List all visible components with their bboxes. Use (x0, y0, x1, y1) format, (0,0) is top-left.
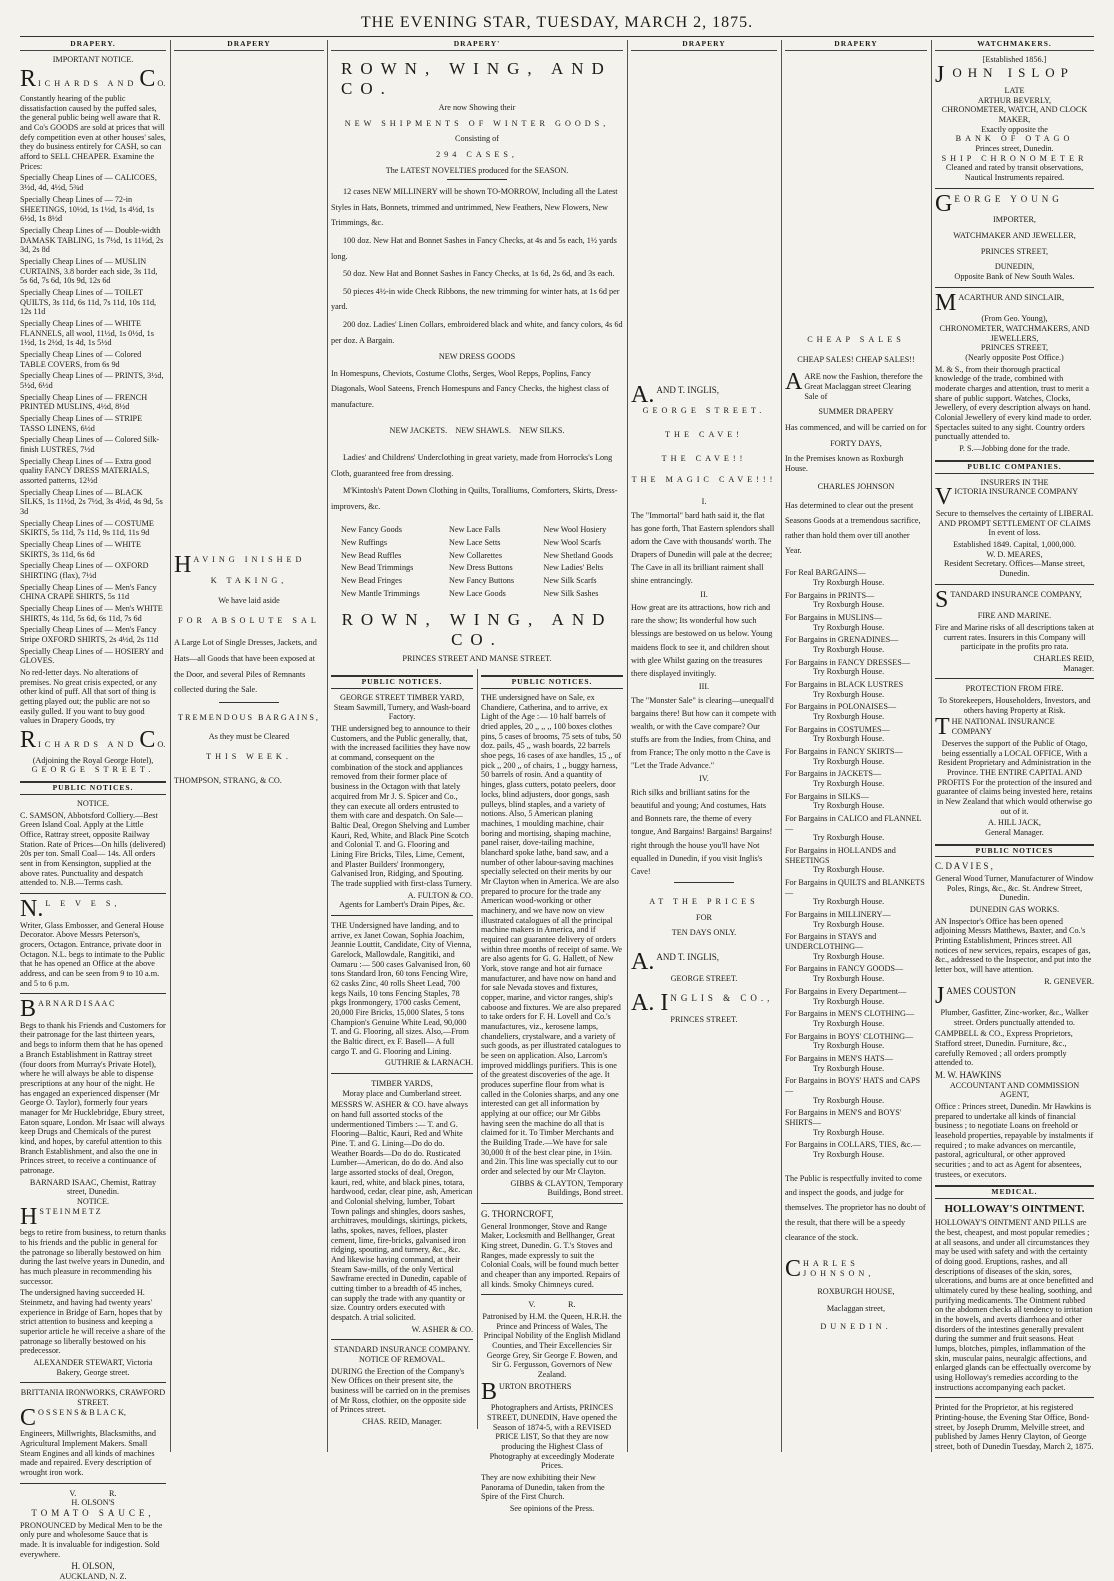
bargain-line: For Bargains in MEN'S CLOTHING— (785, 1009, 915, 1019)
bargain-line: For Bargains in MUSLINS— (785, 612, 882, 622)
goods-list-item: New Bead Trimmings (341, 563, 414, 573)
richards-signature: RICHARDS AND C O. (20, 727, 166, 754)
bargain-line: For Bargains in HOLLANDS and SHEETINGS (785, 846, 896, 865)
standard-signature: CHAS. REID, Manager. (362, 1417, 442, 1427)
goods-list-item: New Fancy Buttons (449, 576, 515, 586)
try-roxburgh: Try Roxburgh House. (813, 1127, 885, 1137)
goods-list-item: New Shetland Goods (543, 550, 613, 560)
laid-aside: We have laid aside (218, 596, 280, 606)
price-list-item: Specially Cheap Lines of — STRIPE TASSO LINENS, 6½d (20, 413, 143, 433)
campbell-notice: CAMPBELL & CO., Express Proprietors, Stafford street, Dunedin. Furniture, &c., carefully Removed ; all orders promptly attended to. (935, 1029, 1073, 1068)
price-list-item: Specially Cheap Lines of — Double-width DAMASK TABLING, 1s 7½d, 1s 11½d, 2s 3d, 2s 8d (20, 225, 164, 255)
young-city: DUNEDIN, (994, 262, 1035, 272)
burton-patronage: Patronised by H.M. the Queen, H.R.H. the Prince and Princess of Wales, The Principal Nobility of the English Midland Counties, and Their Excellencies Sir George Grey, Sir George F. Bowen, and Sir G. Fergusson, Governors of New Zealand. (482, 1312, 622, 1380)
column-header: WATCHMAKERS. (935, 40, 1094, 51)
section-header: MEDICAL. (935, 1185, 1094, 1199)
bargain-line: For Bargains in PRINTS— (785, 590, 875, 600)
meares-name: W. D. MEARES, (986, 549, 1043, 559)
richards-heading: RICHARDS AND C O. (20, 65, 166, 92)
this-week: THIS WEEK. (206, 752, 292, 762)
fashion-heading: AARE now the Fashion, therefore the Great Maclaggan street Clearing Sale of (785, 369, 923, 401)
cossens-notice: Engineers, Millwrights, Blacksmiths, and Agricultural Implement Makers. Small Steam Engines and all kinds of machines made and repaired. Every description of wrought iron work. (20, 1429, 156, 1477)
column-6 (935, 40, 1094, 1452)
price-list-item: Specially Cheap Lines of — WHITE SKIRTS, 3s 11d, 6s 6d (20, 540, 142, 559)
charles-johnson: CHARLES JOHNSON (817, 481, 895, 491)
meares-title: Resident Secretary. Offices—Manse street, Dunedin. (944, 559, 1085, 578)
public-invited-text: The Public is respectfully invited to come and inspect the goods, and judge for themselves. The proprietor has no doubt of the result, that there will be a speedy clearance of the stock. (785, 1173, 926, 1242)
try-roxburgh: Try Roxburgh House. (813, 919, 885, 929)
column-divider (781, 40, 782, 1452)
guthrie-signature: GUTHRIE & LARNACH. (384, 1058, 473, 1068)
bargain-line: For Real BARGAINS— (785, 568, 866, 578)
section-header: PUBLIC NOTICES. (481, 675, 623, 689)
try-roxburgh: Try Roxburgh House. (813, 996, 885, 1006)
price-list-item: Specially Cheap Lines of — PRINTS, 3½d, 5½d, 6½d (20, 371, 164, 390)
ribbons-paragraph: 50 pieces 4½-in wide Check Ribbons, the new trimming for winter hats, at 1s 6d per yard. (331, 286, 620, 312)
stanza-number: II. (700, 589, 708, 599)
try-roxburgh: Try Roxburgh House. (813, 779, 885, 789)
thompson-strang-signature: THOMPSON, STRANG, & CO. (174, 775, 282, 785)
standard-removal-text: DURING the Erection of the Company's New Offices on their present site, the business will be carried on in the premises of Mr Ross, clothier, on the opposite side of Princes street. (331, 1366, 470, 1415)
hislop-heading: JOHN ISLOP (935, 61, 1074, 88)
bargain-line: For Bargains in BLACK LUSTRES (785, 680, 904, 690)
george-street-footer: GEORGE STREET. (670, 973, 738, 983)
brown-ewing-heading: ROWN, WING, AND CO. (341, 58, 612, 98)
guthrie-notice: THE Undersigned have landing, and to arrive, ex Janet Cowan, Sophia Joachim, Jeannie Louttit, Candidate, City of Vienna, Garelock, Mallowdale, Rangitiki, and Oamaru :— 500 cases Galvanised Iron, 60 tons Standard Iron, 60 tons Fencing Wire, 62 casks Zinc, 40 rolls Sheet Lead, 700 kegs Nails, 10 tons Fencing Staples, 78 pkgs Ironmongery, 1700 casks Cement, 20,000 Fire Bricks, 15,000 Slates, 5 tons Champion's Genuine White Lead, 90,000 T. and G. Flooring, all sizes. Also,—From the Baltic direct, ex F. Basell— A full cargo T. and G. Flooring and Lining. (331, 920, 472, 1056)
olson-place: AUCKLAND, N. Z. (59, 1571, 127, 1581)
gas-works-text: AN Inspector's Office has been opened adjoining Messrs Matthews, Baxter, and Co.'s Printing Establishment, Princes street. All notices of new services, repairs, escapes of gas, &c., addressed to the Inspector, and put into the letter box, will have attention. (935, 916, 1092, 975)
section-header: PUBLIC NOTICES. (331, 675, 473, 689)
hill-jack: A. HILL JACK, (988, 818, 1041, 828)
goods-list-item: New Ladies' Belts (543, 563, 604, 573)
richards-intro: Constantly hearing of the public dissatisfaction caused by the puffed sales, the general public being well aware that R. and Co's GOODS are sold at prices that will defy competition even at other houses' sales, they do business entirely for CASH, so can afford to SELL CHEAPER. Examine the Prices: (20, 94, 166, 171)
stock-taking: K TAKING, (210, 576, 288, 586)
bank-of-otago: BANK OF OTAGO (955, 134, 1074, 144)
try-roxburgh: Try Roxburgh House. (813, 622, 885, 632)
burton-panorama: They are now exhibiting their New Panorama of Dunedin, taken from the Spire of the First Church. (481, 1473, 605, 1502)
asher-notice: MESSRS W. ASHER & CO. have always on hand full assorted stocks of the undermentioned Timbers :— T. and G. Flooring—Baltic, Kauri, Red and White Pine. T. and G. Lining—Do do do. Weather Boards—Do do do. Rusticated Lumber—American, do do do. And also large assorted stocks of deal, Oregon, kauri, red, white, and black pines, totara, hardwood, cedar, clear pine, ash, American and Colonial shelving, lumber, Tobart Town palings and shingles, doors sashes, architraves, mouldings, skirtings, pickets, laths, spokes, naves, felloes, plaster cement, lime, fire-bricks, galvanised iron ridging, spouting, and turnery, &c., &c. And likewise having command, at their Steam Saw-mills, of the only Vertical Sawframe erected in Dunedin, capable of cutting timber to a breadth of 45 inches, can supply the trade with any quantity or size. Country orders executed with despatch. A trial solicited. (331, 1100, 473, 1323)
column-header: DRAPERY (631, 40, 777, 51)
price-list-item: Specially Cheap Lines of — WHITE FLANNELS, all wool, 11½d, 1s 0½d, 1s 1½d, 1s 2½d, 1s 4d, 1s 5½d (20, 318, 154, 348)
bargain-line: For Bargains in FANCY DRESSES— (785, 657, 910, 667)
national-heading: THE NATIONAL INSURANCE COMPANY (935, 714, 1055, 741)
try-roxburgh: Try Roxburgh House. (813, 897, 885, 907)
moray-place: Moray place and Cumberland street. (342, 1088, 462, 1098)
sashes-paragraph: 100 doz. New Hat and Bonnet Sashes in Fancy Checks, at 4s and 5s each, 1½ yards long. (331, 236, 617, 261)
price-list-item: Specially Cheap Lines of — BLACK SILKS, 1s 11½d, 2s 7½d, 3s 4½d, 4s 9d, 5s 3d (20, 487, 163, 516)
latest-novelties: The LATEST NOVELTIES produced for the SEASON. (385, 165, 569, 175)
price-list-item: Specially Cheap Lines of — Men's WHITE SHIRTS, 4s 11d, 5s 6d, 6s 11d, 7s 6d (20, 604, 163, 623)
beverly-name: ARTHUR BEVERLY, (977, 95, 1052, 105)
collars-paragraph: 200 doz. Ladies' Linen Collars, embroidered black and white, and fancy colors, 4s 6d per doz. A Bargain. (331, 319, 623, 345)
standard-heading: STANDARD INSURANCE COMPANY, (935, 586, 1082, 613)
goods-list-item: New Silk Sashes (543, 588, 599, 598)
having-finished-heading: HAVING INISHED (174, 551, 306, 578)
watchmaker-jeweller: WATCHMAKER AND JEWELLER, (953, 231, 1076, 241)
now-showing: Are now Showing their (438, 102, 516, 112)
bargain-line: For Bargains in JACKETS— (785, 769, 882, 779)
the-magic-cave: THE MAGIC CAVE!!! (631, 475, 777, 485)
gibbs-clayton-signature: GIBBS & CLAYTON, Temporary Buildings, Bond street. (510, 1178, 623, 1198)
hislop-address: Princes street, Dunedin. (975, 144, 1054, 154)
young-heading: GEORGE YOUNG (935, 190, 1063, 217)
goods-list-item: New Wool Hosiery (543, 525, 607, 535)
goods-list-col (341, 522, 420, 601)
macarthur-trade: CHRONOMETER, WATCHMAKERS, AND JEWELLERS, (939, 324, 1090, 343)
macarthur-text: M. & S., from their thorough practical knowledge of the trade, combined with moderate charges and attention, trust to merit a share of public support. Watches, Clocks, Jewellery, of every description always on hand. Colonial Jewellery of every kind made to order. Spectacles suited to any sight. Country orders punctually attended to. (935, 364, 1092, 442)
gibbs-clayton-notice: THE undersigned have on Sale, ex Chandiere, Catherina, and to arrive, ex Light of the Age :— 10 half barrels of dried apples, 20 ,, ,, ,, 100 boxes clothes pins, 5 cases of brooms, 75 sets of tubs, 50 doz. pails, 45 ,, wash boards, 22 barrels shoe pegs, 16 cases of axe handles, 15 ,, of pick ,, 200 ,, of chairs, 1 ,, buggy harness, 50 barrels of rosin. And a quantity of hinges, glass cutters, potato peelers, door locks, blind adjusters, door gongs, sash pulleys, blind staples, and a variety of notions. Also, 5 American planing machines, 1 moulding machine, chair boring and mortising, shaping machine, panel raiser, dove-tailing machine, blanchard spoke lathe, band saw, and a number of other labour-saving machines specially selected on their merits by our Mr Clayton when in America. We are also prepared to procure for the trade any American wood-working or other machinery, and we have now on view illustrated catalogues of all the principal machine makers in America, and if required can guarantee delivery of orders within three months of receipt of same. We are also agents for G. G. Hallett, of New York, stove range and hot air furnace manufacturer, and have now on hand and for sale Nevada stoves and fixtures, copper, marine, and victor ranges, ship's caboose and fixtures. We are also prepared to take orders for F. H. Lovell and Co.'s manufactures, viz., kerosene lamps, chandeliers, crystalware, and a variety of such goods, as per illustrated catalogues to be seen on application. Also, Larcom's improved middlings purifiers. This is one of the greatest discoveries of the age. It produces superfine flour from what is called in the Colonies sharps, and any one interested can get all information by applying at our office; our Mr Gibbs having seen the machine do all that is claimed for it. To Timber Merchants and the Building Trade.—We have for sale 30,000 ft of the best clear pine, in 1½in. and 2in. This line was specially cut to our order and selected by our Mr Clayton. (481, 693, 623, 1177)
britannia-heading: BRITTANIA IRONWORKS, CRAWFORD STREET. (20, 1388, 166, 1407)
try-roxburgh: Try Roxburgh House. (813, 734, 885, 744)
bargain-line: For Bargains in CALICO and FLANNEL— (785, 814, 922, 833)
bargain-line: For Bargains in MEN'S HATS— (785, 1053, 893, 1063)
burton-press: See opinions of the Press. (509, 1504, 595, 1514)
notice-heading: NOTICE. (76, 798, 110, 808)
goods-list-item: New Lace Setts (449, 538, 501, 548)
try-roxburgh: Try Roxburgh House. (813, 833, 885, 843)
fire-marine: FIRE AND MARINE. (977, 611, 1052, 621)
jackets-shawls-silks: NEW JACKETS. NEW SHAWLS. NEW SILKS. (389, 426, 565, 436)
tomato-sauce: TOMATO SAUCE, (31, 1507, 155, 1518)
winter-shipments: NEW SHIPMENTS OF WINTER GOODS, (344, 118, 610, 128)
richards-address: (Adjoining the Royal George Hotel), (32, 755, 154, 765)
stewart-signature: ALEXANDER STEWART, Victoria Bakery, George street. (33, 1357, 153, 1377)
section-header: PUBLIC NOTICES (935, 844, 1094, 858)
price-list-item: Specially Cheap Lines of — Colored TABLE COVERS, from 6s 9d (20, 349, 142, 369)
national-text: Deserves the support of the Public of Otago, being essentially a LOCAL OFFICE, With a Resident Proprietary and Administration in the Province. THE ENTIRE CAPITAL AND PROFITS For the protection of the insured and guarantee of claims being invested here, retains in New Zealand that which would otherwise go out of it. (936, 738, 1093, 816)
holloway-heading: HOLLOWAY'S OINTMENT. (944, 1203, 1085, 1216)
general-manager: General Manager. (985, 827, 1044, 837)
bargain-line: For Bargains in QUILTS and BLANKETS— (785, 878, 925, 897)
at-the-prices: AT THE PRICES (649, 896, 759, 906)
cheap-sales: CHEAP SALES (807, 334, 905, 344)
the-cave-2: THE CAVE!! (661, 453, 747, 463)
stanza-number: IV. (699, 774, 709, 784)
goods-list (331, 522, 623, 601)
near-post-office: (Nearly opposite Post Office.) (965, 353, 1064, 363)
tremendous-bargains: TREMENDOUS BARGAINS, (178, 712, 320, 722)
macarthur-street: PRINCES STREET, (980, 343, 1049, 353)
young-street: PRINCES STREET, (980, 246, 1049, 256)
bargain-line: For Bargains in COLLARS, TIES, &c.— (785, 1140, 921, 1150)
absolute-sale: FOR ABSOLUTE SAL (178, 615, 320, 625)
column-divider (627, 40, 628, 1452)
ten-days-only: TEN DAYS ONLY. (671, 928, 737, 938)
dress-goods-paragraph: In Homespuns, Cheviots, Costume Cloths, Serges, Wool Repps, Poplins, Fancy Diagonals, Wool Sateens, French Homespuns and Fancy Checks, the highest class of manufacture. (331, 368, 609, 409)
try-roxburgh: Try Roxburgh House. (813, 600, 885, 610)
asher-signature: W. ASHER & CO. (411, 1324, 473, 1334)
timber-yard-heading: GEORGE STREET TIMBER YARD, Steam Sawmill, Turnery, and Wash-board Factory. (333, 693, 471, 722)
goods-list-col (543, 522, 613, 601)
premises-text: In the Premises known as Roxburgh House. (785, 454, 904, 473)
isaac-notice: Begs to thank his Friends and Customers for their patronage for the last thirteen years, and begs to inform them that he has opened a Branch Establishment in Rattray street (four doors from Murray's Private Hotel), where he will always be able to dispense prescriptions at any hour of the night. He has engaged an experienced dispenser (Mr George O. Taylor), formerly four years manager for Mr Hucklebridge, Ebury street, Eaton square, London. Mr Isaac will always keep Drugs and Chemicals of the purest kind, and hopes, by careful attention to this Branch Establishment, and also the one in Princes street, to receive a continuance of patronage. (20, 1020, 166, 1175)
dress-goods-heading: NEW DRESS GOODS (438, 352, 516, 362)
goods-list-item: New Lace Goods (449, 588, 506, 598)
bargain-line: For Bargains in Every Department— (785, 986, 907, 996)
price-list-item: Specially Cheap Lines of — Men's Fancy CHINA CRAPE SHIRTS, 5s 11d (20, 582, 157, 602)
price-list-item: Specially Cheap Lines of — OXFORD SHIRTING (flax), 7½d (20, 561, 149, 581)
cleaned-rated: Cleaned and rated by transit observations, Nautical Instruments repaired. (945, 163, 1084, 183)
poem-stanza-1: The "Immortal" bard hath said it, the flat has gone forth, That Eastern splendors shall adorn the Cave with thousands' worth. The Drapers of Dunedin will pale at the decree; The Cave in all its brilliant raiment shall shine entrancingly. (631, 510, 775, 586)
price-list-item: Specially Cheap Lines of — 72-in SHEETINGS, 10½d, 1s 1½d, 1s 4½d, 1s 6½d, 1s 8½d (20, 194, 154, 224)
johnson-signature: CHARLES JOHNSON, (785, 1256, 875, 1283)
late-label: LATE (1004, 86, 1025, 96)
burton-heading: BURTON BROTHERS (481, 1378, 572, 1405)
exactly-opposite: Exactly opposite the (981, 124, 1048, 134)
poem-stanza-4: Rich silks and brilliant satins for the beautiful and young; And costumes, Hats and Bonnets rare, the theme of every tongue, And Bargains! Bargains! Bargains! right through the house you'll have Not equalled in Dunedin, if you visit Inglis's Cave! (631, 788, 773, 876)
public-notices-right (481, 669, 623, 1514)
try-roxburgh: Try Roxburgh House. (813, 801, 885, 811)
leves-heading: N. L E V E S, (20, 895, 121, 922)
cossens-heading: C O S S E N S & B L A C K, (20, 1404, 126, 1431)
masthead-rule (20, 36, 1094, 37)
protection-heading: PROTECTION FROM FIRE. (965, 684, 1064, 694)
royal-arms: V. R. (528, 1300, 576, 1310)
price-list-item: Specially Cheap Lines of — TOILET QUILTS, 3s 11d, 6s 11d, 7s 11d, 10s 11d, 12s 11d (20, 287, 157, 317)
bargain-line: For Bargains in GRENADINES— (785, 635, 899, 645)
bargain-line: For Bargains in FANCY SKIRTS— (785, 747, 903, 757)
opposite-bank-nsw: Opposite Bank of New South Wales. (954, 272, 1075, 282)
bargain-line: For Bargains in BOYS' CLOTHING— (785, 1031, 914, 1041)
commenced-text: Has commenced, and will be carried on for (785, 422, 927, 432)
fulton-agents: Agents for Lambert's Drain Pipes, &c. (339, 900, 465, 910)
consisting-of: Consisting of (455, 134, 499, 144)
try-roxburgh: Try Roxburgh House. (813, 689, 885, 699)
price-list-item: Specially Cheap Lines of — Men's Fancy Stripe OXFORD SHIRTS, 2s 4½d, 2s 11d (20, 625, 159, 645)
bargain-line: For Bargains in BOYS' HATS and CAPS— (785, 1076, 921, 1095)
fulton-notice: THE undersigned beg to announce to their Customers, and the Public generally, that, with the increased facilities they have now at command, consequent on the combination of the stock and appliances removed from their former place of business in the Octagon with that lately acquired from Mr J. S. Spicer and Co., they can execute all orders entrusted to them with care and despatch. On Sale— Baltic Deal, Oregon Shelving and Lumber Kauri, Red, White, and Black Pine Scotch and Colonial T. and G. Flooring and Lining Fire Bricks, Tiles, Lime, Cement, and Plaster Builders' Ironmongery, Galvanised Iron, Ridging, and Spouting. The trade supplied with first-class Turnery. (331, 724, 472, 888)
try-roxburgh: Try Roxburgh House. (813, 577, 885, 587)
isaac-heading: B A R N A R D I S A A C (20, 996, 115, 1023)
try-roxburgh: Try Roxburgh House. (813, 712, 885, 722)
column-5 (785, 40, 927, 1452)
timber-yards-heading: TIMBER YARDS, (371, 1078, 433, 1088)
bargain-line: For Bargains in MILLINERY— (785, 910, 891, 920)
olson-text: PRONOUNCED by Medical Men to be the only pure and wholesome Sauce that is made. It is invaluable for indigestion. Sold everywhere. (20, 1520, 163, 1559)
down-clothing-paragraph: M'Kintosh's Patent Down Clothing in Quilts, Toralliums, Comforters, Skirts, Dress-improvers, &c. (331, 486, 618, 511)
imprint: Printed for the Proprietor, at his registered Printing-house, the Evening Star Office, Bond-street, by Joseph Drumm, Melville street, and published by James Henry Clayton, of George street, both of Dunedin Tuesday, March 2, 1875. (935, 1403, 1094, 1451)
ship-chronometer: SHIP CHRONOMETER (941, 153, 1088, 163)
column-4 (631, 40, 777, 1452)
summer-drapery: SUMMER DRAPERY (818, 407, 894, 417)
hawkins-title: ACCOUNTANT AND COMMISSION AGENT, (949, 1080, 1080, 1100)
chronometer-maker: CHRONOMETER, WATCH, AND CLOCK MAKER, (941, 105, 1088, 125)
couston-heading: JAMES COUSTON (935, 983, 1016, 1010)
princes-street-footer: PRINCES STREET. (670, 1014, 738, 1024)
roxburgh-house: ROXBURGH HOUSE, (817, 1286, 895, 1296)
holloway-text: HOLLOWAY'S OINTMENT AND PILLS are the best, cheapest, and most popular remedies ; at all seasons, and under all circumstances they may be used with safety and with the certainty of doing good. Eruptions, rashes, and all descriptions of diseases of the skin, sores, ulcerations, and burns are at once benefitted and ultimately cured by these healing, soothing, and purifying medicaments. The Ointment rubbed on the abdomen checks all tendency to irritation in the bowels, and averts diarrhoea and other disorders of the intestines generally prevalent during the summer and fruit seasons. Heat lumps, blotches, pimples, inflammation of the skin, muscular pains, neuralgic affections, and enlarged glands can be effectually overcome by using Holloway's remedies according to the instructions accompanying each packet. (935, 1218, 1094, 1392)
column-3 (331, 39, 623, 1514)
goods-list-item: New Silk Scarfs (543, 576, 597, 586)
price-list (20, 173, 166, 666)
davies-text: General Wood Turner, Manufacturer of Window Poles, Rings, &c., &c. St. Andrew Street, Dunedin. (935, 874, 1094, 903)
reid-name: CHARLES REID, (1033, 653, 1094, 663)
sale-description: A Large Lot of Single Dresses, Jackets, and Hats—all Goods that have been exposed at the Door, and several Piles of Remnants collected during the Sale. (174, 638, 317, 695)
column-1 (20, 39, 166, 1581)
public-notices-left (331, 669, 473, 1429)
must-be-cleared: As they must be Cleared (208, 732, 290, 742)
fulton-signature: A. FULTON & CO. (407, 890, 473, 900)
goods-list-item: New Fancy Goods (341, 525, 402, 535)
the-cave: THE CAVE! (665, 430, 743, 440)
george-street: GEORGE STREET. (642, 406, 766, 416)
for-label: FOR (696, 912, 712, 922)
column-header: DRAPERY (785, 40, 927, 51)
millinery-paragraph: 12 cases NEW MILLINERY will be shown TO-MORROW, Including all the Latest Styles in Hats, Bonnets, trimmed and untrimmed, New Feathers, New Flowers, New Trimmings, &c. (331, 187, 618, 228)
stanza-number: I. (701, 497, 707, 507)
stanza-number: III. (698, 681, 710, 691)
price-list-item: Specially Cheap Lines of — Colored Silk-finish LUSTRES, 7½d (20, 435, 160, 454)
steinmetz-notice: begs to retire from business, to return thanks to his friends and the public in general for the patronage so liberally bestowed on him during the last twelve years in Dunedin, and has much pleasure in recommending his successor. (20, 1228, 166, 1286)
goods-list-item: New Bead Ruffles (341, 550, 402, 560)
stewart-notice: The undersigned having succeeded H. Steinmetz, and having had twenty years' experience in Bridge of Earn, hopes that by strict attention to business and keeping a superior article he will receive a share of the patronage so liberally bestowed on his predecessor. (20, 1288, 166, 1356)
bargain-line: For Bargains in FANCY GOODS— (785, 964, 904, 974)
poem-stanza-2: How great are its attractions, how rich and rare the show; Its wonderful how such blessings are bestowed on us below. Young maidens flock to see it, and children shout with glee Whilst gazing on the treasures there displayed invitingly. (631, 603, 773, 678)
column-header: DRAPERY (174, 40, 324, 51)
importer: IMPORTER, (993, 215, 1036, 225)
jobbing: P. S.—Jobbing done for the trade. (959, 444, 1070, 454)
try-roxburgh: Try Roxburgh House. (813, 974, 885, 984)
burton-notice: Photographers and Artists, PRINCES STREET, DUNEDIN, Have opened the Season of 1874-5, with a REVISED PRICE LIST, So that they are now producing the Highest Class of Photography at exceedingly Moderate Prices. (487, 1403, 617, 1471)
isaac-signature: BARNARD ISAAC, Chemist, Rattray street, Dunedin. (29, 1177, 157, 1197)
goods-list-item: New Bead Fringes (341, 576, 402, 586)
try-roxburgh: Try Roxburgh House. (813, 756, 885, 766)
try-roxburgh: Try Roxburgh House. (813, 645, 885, 654)
couston-text: Plumber, Gasfitter, Zinc-worker, &c., Walker street. Orders punctually attended to. (940, 1007, 1089, 1027)
public-notices-area (331, 669, 623, 1514)
davies-heading: C. D A V I E S , (935, 861, 993, 872)
richards-street: GEORGE STREET. (31, 765, 155, 775)
section-header: PUBLIC NOTICES. (20, 781, 166, 795)
forty-days: FORTY DAYS, (830, 438, 882, 448)
victoria-heading: VICTORIA INSURANCE COMPANY (935, 484, 1079, 511)
try-roxburgh: Try Roxburgh House. (813, 951, 885, 961)
notice-heading: NOTICE. (76, 1196, 110, 1206)
column-divider (170, 40, 171, 1452)
column-divider (931, 40, 932, 1452)
section-header: PUBLIC COMPANIES. (935, 460, 1094, 474)
samson-notice: C. SAMSON, Abbotsford Colliery.—Best Green Island Coal. Apply at the Little Office, Rattray street, opposite Railway Station. Rate of Prices—On hills (delivered) 20s per ton. Small Coal— 14s. All orders sent in from Kensington, supplied at the above rates. Punctuality and despatch attended to. N.B.—Terms cash. (20, 810, 166, 888)
from-young: (From Geo. Young), (981, 314, 1048, 324)
try-roxburgh: Try Roxburgh House. (813, 1018, 885, 1028)
richards-closing: No red-letter days. No alterations of premises. No great crisis expected, or any other kind of puff. All that sort of thing is getting played out; the public are not so easily gulled. If you want to buy good values in Drapery Goods, try (20, 668, 157, 726)
cheap-sales-2: CHEAP SALES! CHEAP SALES!! (797, 354, 915, 364)
olson-signature: H. OLSON, (71, 1561, 115, 1572)
leves-notice: Writer, Glass Embosser, and General House Decorator. Above Messrs Peterson's, grocers, Octagon. Entrance, private door in Octagon. N.L. begs to intimate to the Public that he has opened an Office at the above address, and can be seen from 9 to 10 a.m. and 5 to 6 p.m. (20, 920, 165, 988)
goods-list-item: New Dress Buttons (449, 563, 513, 573)
try-roxburgh: Try Roxburgh House. (813, 667, 885, 677)
inglis-co-footer: A. I NGLIS & CO., (631, 990, 774, 1017)
notice-of-removal: NOTICE OF REMOVAL. (358, 1355, 446, 1365)
victoria-text: Secure to themselves the certainty of LIBERAL AND PROMPT SETTLEMENT OF CLAIMS In event of loss. (935, 508, 1094, 538)
brown-ewing-footer: ROWN, WING, AND CO. (341, 609, 613, 649)
determined-text: Has determined to clear out the present Seasons Goods at a tremendous sacrifice, rather than hold them over till another Year. (785, 501, 921, 555)
try-roxburgh: Try Roxburgh House. (813, 1063, 885, 1073)
brown-ewing-address: PRINCES STREET AND MANSE STREET. (402, 653, 552, 663)
column-2 (174, 40, 324, 1452)
inglis-heading: A. AND T. INGLIS, (631, 381, 720, 408)
thorncroft-notice: General Ironmonger, Stove and Range Maker, Locksmith and Bellhanger, Great King street, Dunedin. G. T.'s Stoves and Ranges, made expressly to suit the Colonial Coals, will be found much better and cheaper than any imported. Repairs of all kinds. Smoky Chimneys cured. (481, 1221, 620, 1289)
olson-name: H. OLSON'S (71, 1498, 115, 1508)
masthead: THE EVENING STAR, TUESDAY, MARCH 2, 1875. (360, 14, 754, 31)
gas-works-heading: DUNEDIN GAS WORKS. (969, 905, 1060, 915)
bargains-list (785, 568, 927, 1159)
royal-arms: V. R. (69, 1488, 117, 1498)
try-roxburgh: Try Roxburgh House. (813, 1041, 885, 1051)
genever-signature: R. GENEVER. (1044, 976, 1094, 986)
macarthur-heading: MACARTHUR AND SINCLAIR, (935, 289, 1065, 316)
goods-list-item: New Mantle Trimmings (341, 588, 420, 598)
try-roxburgh: Try Roxburgh House. (813, 1095, 885, 1105)
victoria-capital: Established 1849. Capital, 1,000,000. (953, 539, 1076, 549)
goods-list-item: New Collarettes (449, 550, 503, 560)
price-list-item: Specially Cheap Lines of — Extra good quality FANCY DRESS MATERIALS, assorted patterns, 12½d (20, 456, 151, 485)
goods-list-item: New Ruffings (341, 538, 388, 548)
try-roxburgh: Try Roxburgh House. (813, 1149, 885, 1159)
insurers-in-the: INSURERS IN THE (980, 477, 1049, 487)
bargain-line: For Bargains in COSTUMES— (785, 724, 890, 734)
poem-stanza-3: The "Monster Sale" is clearing—unequall'd bargains there! But how can it compete with wealth, or with the Cave compare? Our stuffs are from the Indies, from China, and from France; The only motto n the Cave is "Let the Trade Advance." (631, 695, 777, 771)
inner-divider (477, 669, 478, 1429)
hawkins-text: Office : Princes street, Dunedin. Mr Hawkins is prepared to undertake all kinds of financial business ; to negotiate Loans on freehold or leasehold properties, repayable by instalments if required ; to make advances on mercantile, pastoral, agricultural, or other approved securities ; and to act as Agent for absentees, trustees, or executors. (935, 1101, 1094, 1179)
price-list-item: Specially Cheap Lines of — COSTUME SKIRTS, 5s 11d, 7s 11d, 9s 11d, 11s 9d (20, 518, 154, 538)
established: [Established 1856.] (982, 54, 1047, 64)
case-count: 294 CASES, (436, 149, 518, 159)
reid-title: Manager. (1063, 663, 1094, 673)
price-list-item: Specially Cheap Lines of — FRENCH PRINTED MUSLINS, 4½d, 8½d (20, 392, 148, 412)
standard-text: Fire and Marine risks of all descriptions taken at current rates. Insurers in this Company will participate in the profits pro rata. (935, 622, 1094, 652)
bargain-line: For Bargains in POLONAISES— (785, 702, 897, 712)
column-divider (327, 40, 328, 1452)
underclothing-paragraph: Ladies' and Childrens' Underclothing in great variety, made from Horrocks's Long Cloth, guaranteed free from dressing. (331, 453, 613, 478)
thorncroft-heading: G. THORNCROFT, (481, 1209, 554, 1220)
inglis-footer: A. AND T. INGLIS, (631, 948, 720, 975)
try-roxburgh: Try Roxburgh House. (813, 865, 885, 875)
standard-insurance-heading: STANDARD INSURANCE COMPANY. (333, 1345, 471, 1355)
sashes-paragraph-2: 50 doz. New Hat and Bonnet Sashes in Fancy Checks, at 1s 6d, 2s 6d, and 3s each. (343, 269, 615, 279)
bargain-line: For Bargains in STAYS and UNDERCLOTHING— (785, 932, 877, 952)
bargain-line: For Bargains in MEN'S and BOYS' SHIRTS— (785, 1108, 902, 1127)
price-list-item: Specially Cheap Lines of — MUSLIN CURTAINS, 3.8 border each side, 3s 11d, 5s 6d, 7s 6d, 10s 9d, 12s 6d (20, 256, 158, 286)
price-list-item: Specially Cheap Lines of — HOSIERY and GLOVES. (20, 646, 164, 666)
maclaggan-street: Maclaggan street, (826, 1304, 886, 1314)
goods-list-col (449, 522, 514, 601)
goods-list-item: New Lace Falls (449, 525, 501, 535)
dunedin: DUNEDIN. (820, 1322, 892, 1332)
hawkins-heading: M. W. HAWKINS (935, 1070, 1002, 1081)
bargain-line: For Bargains in SILKS— (785, 791, 869, 801)
column-header: DRAPERY. (20, 40, 166, 51)
price-list-item: Specially Cheap Lines of — CALICOES, 3½d, 4d, 4½d, 5¾d (20, 173, 157, 193)
notice-title: IMPORTANT NOTICE. (52, 54, 134, 64)
column-header: DRAPERY' (331, 40, 623, 51)
protection-text: To Storekeepers, Householders, Investors, and others having Property at Risk. (938, 695, 1091, 715)
steinmetz-heading: H S T E I N M E T Z (20, 1203, 101, 1230)
goods-list-item: New Wool Scarfs (543, 538, 601, 548)
